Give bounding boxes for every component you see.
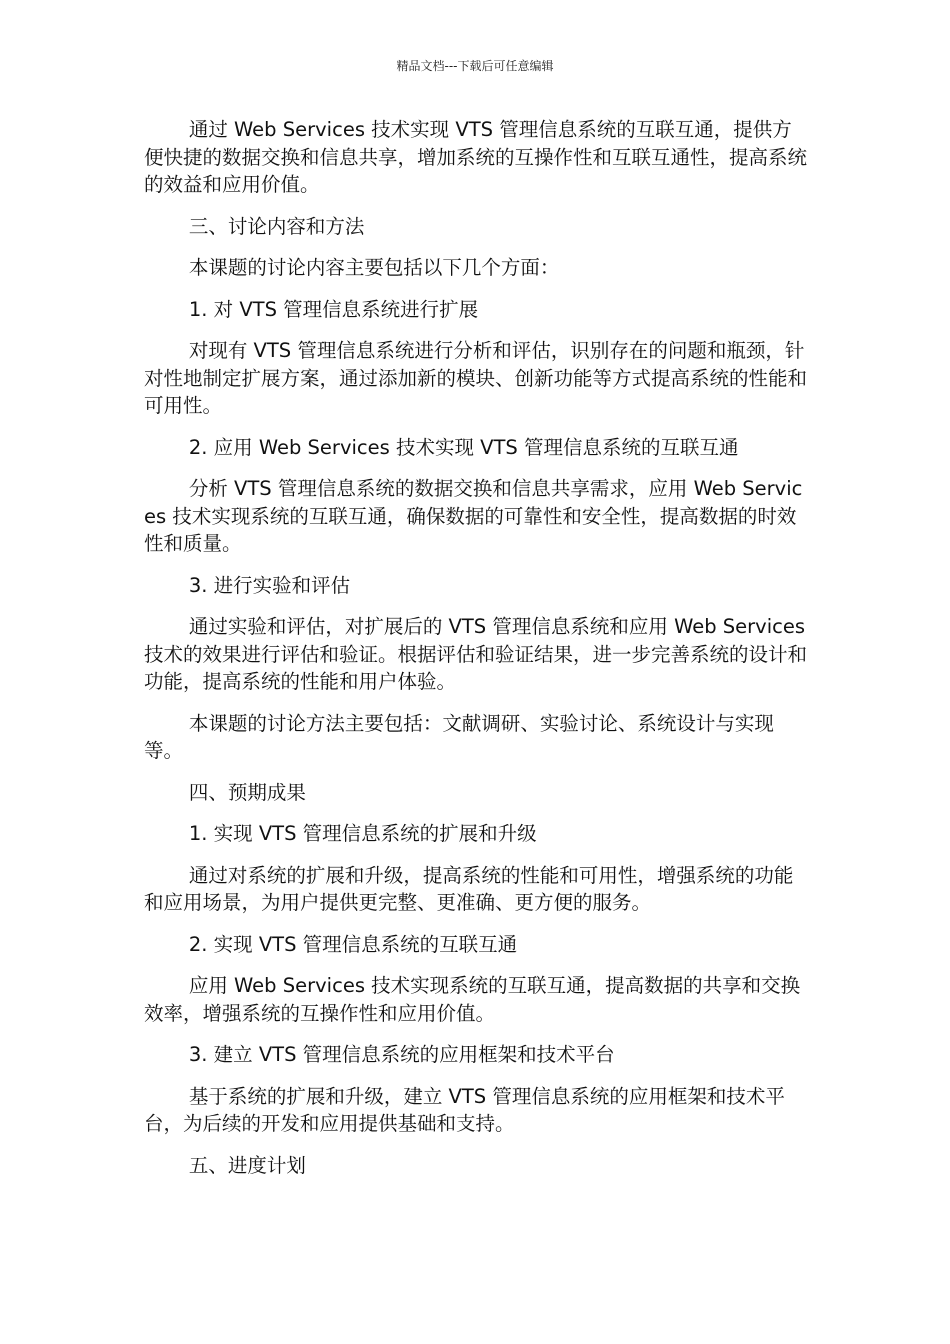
subheading-experiment: 3. 进行实验和评估 xyxy=(188,573,351,597)
paragraph-web-services: 分析 VTS 管理信息系统的数据交换和信息共享需求，应用 Web Services 技术实现系统的互联互通，确保数据的可靠性和安全性，提高数据的时效性和质量。 xyxy=(144,477,803,555)
paragraph-research-content-intro: 本课题的讨论内容主要包括以下几个方面： xyxy=(188,256,560,279)
section-heading-research-content: 三、讨论内容和方法 xyxy=(188,214,365,238)
paragraph-research-methods: 本课题的讨论方法主要包括：文献调研、实验讨论、系统设计与实现等。 xyxy=(144,711,774,762)
paragraph-experiment: 通过实验和评估，对扩展后的 VTS 管理信息系统和应用 Web Services 技术的效果进行评估和验证。根据评估和验证结果，进一步完善系统的设计和功能，提高系统的性能和用户体验。 xyxy=(144,615,808,693)
paragraph-result-framework: 基于系统的扩展和升级，建立 VTS 管理信息系统的应用框架和技术平台，为后续的开发和应用提供基础和支持。 xyxy=(144,1084,785,1135)
section-heading-expected-results: 四、预期成果 xyxy=(188,780,306,804)
section-heading-schedule: 五、进度计划 xyxy=(188,1153,306,1177)
subheading-result-framework: 3. 建立 VTS 管理信息系统的应用框架和技术平台 xyxy=(188,1043,615,1066)
paragraph-intro-goal: 通过 Web Services 技术实现 VTS 管理信息系统的互联互通，提供方便快捷的数据交换和信息共享，增加系统的互操作性和互联互通性，提高系统的效益和应用价值。 xyxy=(144,118,808,196)
page-header: 精品文档---下载后可任意编辑 xyxy=(396,59,554,73)
subheading-result-upgrade: 1. 实现 VTS 管理信息系统的扩展和升级 xyxy=(188,822,537,845)
document-body xyxy=(144,116,808,1193)
paragraph-result-interconnect: 应用 Web Services 技术实现系统的互联互通，提高数据的共享和交换效率，增强系统的互操作性和应用价值。 xyxy=(144,974,801,1025)
subheading-result-interconnect: 2. 实现 VTS 管理信息系统的互联互通 xyxy=(188,932,518,956)
subheading-web-services: 2. 应用 Web Services 技术实现 VTS 管理信息系统的互联互通 xyxy=(188,435,739,459)
paragraph-result-upgrade: 通过对系统的扩展和升级，提高系统的性能和可用性，增强系统的功能和应用场景，为用户提供更完整、更准确、更方便的服务。 xyxy=(144,863,794,914)
paragraph-extend-vts: 对现有 VTS 管理信息系统进行分析和评估，识别存在的问题和瓶颈，针对性地制定扩展方案，通过添加新的模块、创新功能等方式提高系统的性能和可用性。 xyxy=(144,339,808,417)
subheading-extend-vts: 1. 对 VTS 管理信息系统进行扩展 xyxy=(188,297,479,321)
